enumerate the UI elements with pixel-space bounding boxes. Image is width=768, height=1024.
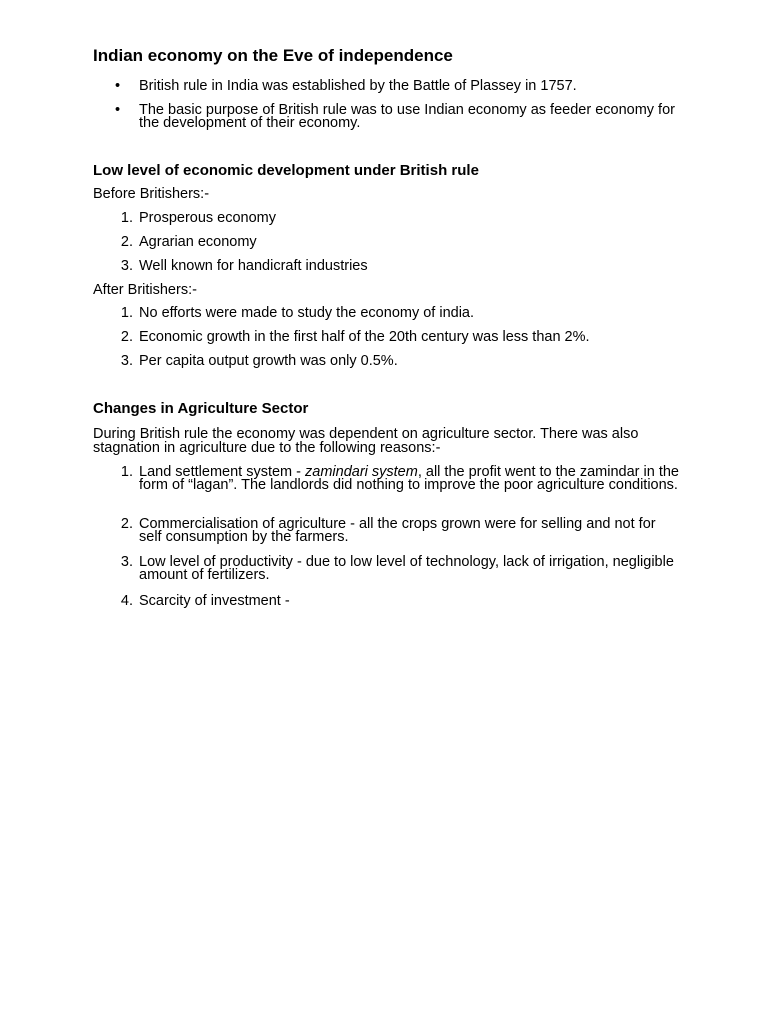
list-item-text: Scarcity of investment - (139, 593, 290, 609)
number-marker: 2. (120, 234, 133, 250)
list-item-text: Well known for handicraft industries (139, 258, 368, 274)
section-heading: Changes in Agriculture Sector (93, 400, 309, 417)
number-marker: 1. (120, 464, 133, 480)
section-intro: During British rule the economy was dependent on agriculture sector. There was also stagnation in agriculture due to the following reasons:- (93, 426, 639, 456)
number-marker: 3. (120, 554, 133, 570)
list-item-text: British rule in India was established by the Battle of Plassey in 1757. (139, 78, 577, 94)
number-marker: 1. (120, 210, 133, 226)
number-marker: 3. (120, 353, 133, 369)
list-item-text: No efforts were made to study the economy of india. (139, 305, 475, 321)
bullet-marker: • (115, 78, 121, 94)
list-item-text: Prosperous economy (139, 210, 277, 226)
after-label: After Britishers:- (93, 282, 197, 298)
list-item-text (139, 466, 679, 492)
bullet-marker: • (115, 102, 121, 118)
number-marker: 3. (120, 258, 133, 274)
number-marker: 2. (120, 516, 133, 532)
number-marker: 2. (120, 329, 133, 345)
text-segment: , all the profit went to the zamindar in the form of “lagan”. The landlords did nothing to improve the poor agriculture conditions. (139, 464, 679, 493)
list-item-text: Commercialisation of agriculture - all the crops grown were for selling and not for self consumption by the farmers. (139, 516, 656, 545)
italic-term: zamindari system (305, 464, 418, 480)
list-item-text: Low level of productivity - due to low level of technology, lack of irrigation, negligible amount of fertilizers. (139, 554, 674, 583)
section-heading: Low level of economic development under British rule (93, 162, 479, 179)
list-item-text: Per capita output growth was only 0.5%. (139, 353, 398, 369)
number-marker: 4. (120, 593, 133, 609)
list-item-text: The basic purpose of British rule was to use Indian economy as feeder economy for the development of their economy. (139, 102, 675, 131)
before-label: Before Britishers:- (93, 186, 210, 202)
number-marker: 1. (120, 305, 133, 321)
document-title: Indian economy on the Eve of independence (93, 46, 453, 65)
list-item-text: Agrarian economy (139, 234, 257, 250)
list-item-text: Economic growth in the first half of the 20th century was less than 2%. (139, 329, 590, 345)
text-segment: Land settlement system - (139, 464, 306, 480)
